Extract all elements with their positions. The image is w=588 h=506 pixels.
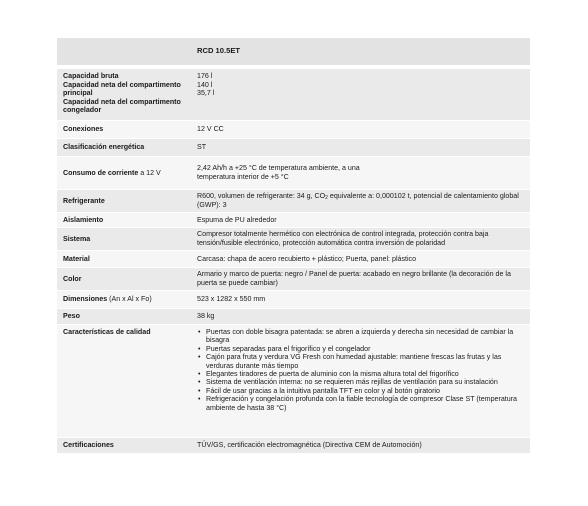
list-item: • Fácil de usar gracias a la intuitiva pantalla TFT en color y al botón giratorio: [197, 387, 526, 395]
calidad-list: [197, 328, 526, 412]
list-item: • Puertas con doble bisagra patentada: se abren a izquierda y derecha sin necesidad de cambiar la bisagra: [197, 328, 526, 345]
aislamiento-label: Aislamiento: [57, 213, 190, 227]
dimensiones-label: [57, 291, 190, 308]
consumo-label-text: Consumo de corriente: [63, 168, 139, 177]
refrigerante-value-pre: R600, volumen de refrigerante: 34 g, CO: [197, 192, 326, 201]
color-label: Color: [57, 268, 190, 290]
capacity-gross-value: 176 l: [197, 72, 213, 80]
dimensiones-label-suffix: (An x Al x Fo): [107, 295, 152, 304]
energia-label: Clasificación energética: [57, 139, 190, 156]
row-dimensiones: [57, 291, 530, 309]
refrigerante-label: Refrigerante: [57, 190, 190, 212]
refrigerante-value: [190, 190, 530, 212]
calidad-value: [190, 325, 530, 437]
calidad-label: Características de calidad: [57, 325, 190, 437]
row-certificaciones: [57, 438, 530, 454]
consumo-label: [57, 157, 190, 189]
consumo-label-suffix: a 12 V: [138, 168, 161, 177]
refrigerante-value-post: equivalente a: 0,000102 t, potencial de calentamiento global (GWP): 3: [197, 192, 519, 209]
certificaciones-label: Certificaciones: [57, 438, 190, 453]
row-material: [57, 251, 530, 268]
capacity-freezer-label: Capacidad neta del compartimento congelador: [63, 97, 181, 115]
row-refrigerante: [57, 190, 530, 213]
table-header-row: [57, 38, 530, 66]
row-calidad: [57, 325, 530, 438]
capacity-main-value: 140 l: [197, 80, 213, 89]
energia-value: ST: [190, 139, 530, 156]
certificaciones-value: TÜV/GS, certificación electromagnética (Directiva CEM de Automoción): [190, 438, 530, 453]
row-aislamiento: [57, 213, 530, 228]
color-value: Armario y marco de puerta: negro / Panel de puerta: acabado en negro brillante (la decoración de la puerta se puede cambiar): [190, 268, 530, 290]
capacity-freezer-value: 35,7 l: [197, 89, 215, 98]
material-label: Material: [57, 251, 190, 267]
row-sistema: [57, 228, 530, 251]
dimensiones-label-text: Dimensiones: [63, 295, 108, 304]
list-item: • Puertas separadas para el frigorífico y el congelador: [197, 345, 526, 353]
row-conexiones: [57, 121, 530, 139]
list-item: • Refrigeración y congelación profunda con la fiable tecnología de compresor Clase ST (temperatura ambiente de hasta 38 °C): [197, 395, 526, 412]
sistema-value: Compresor totalmente hermético con electrónica de control integrada, protección contra baja tensión/fusible electrónico, protección automática contra inversión de polaridad: [190, 228, 530, 250]
aislamiento-value: Espuma de PU alrededor: [190, 213, 530, 227]
list-item: • Sistema de ventilación interna: no se requieren más rejillas de ventilación para su instalación: [197, 378, 526, 386]
capacity-values: [190, 69, 530, 120]
capacity-gross-label: Capacidad bruta: [63, 72, 119, 80]
capacity-row: [57, 69, 530, 121]
model-name: RCD 10.5ET: [190, 38, 530, 65]
conexiones-label: Conexiones: [57, 121, 190, 138]
conexiones-value: 12 V CC: [190, 121, 530, 138]
peso-label: Peso: [57, 309, 190, 324]
peso-value: 38 kg: [190, 309, 530, 324]
material-value: Carcasa: chapa de acero recubierto + plástico; Puerta, panel: plástico: [190, 251, 530, 267]
capacity-main-label: Capacidad neta del compartimento principal: [63, 80, 181, 98]
consumo-value: 2,42 Ah/h a +25 °C de temperatura ambiente, a una temperatura interior de +5 °C: [190, 157, 530, 189]
header-label-cell: [57, 38, 190, 65]
capacity-labels: [57, 69, 190, 120]
row-energia: [57, 139, 530, 157]
row-peso: [57, 309, 530, 325]
list-item: • Elegantes tiradores de puerta de aluminio con la misma altura total del frigorífico: [197, 370, 526, 378]
list-item: • Cajón para fruta y verdura VG Fresh con humedad ajustable: mantiene frescas las frutas y las verduras durante más tiempo: [197, 353, 526, 370]
refrigerante-value-sub: 2: [325, 195, 328, 202]
dimensiones-value: 523 x 1282 x 550 mm: [190, 291, 530, 308]
row-consumo: [57, 157, 530, 190]
row-color: [57, 268, 530, 291]
spec-table: [57, 38, 530, 454]
sistema-label: Sistema: [57, 228, 190, 250]
